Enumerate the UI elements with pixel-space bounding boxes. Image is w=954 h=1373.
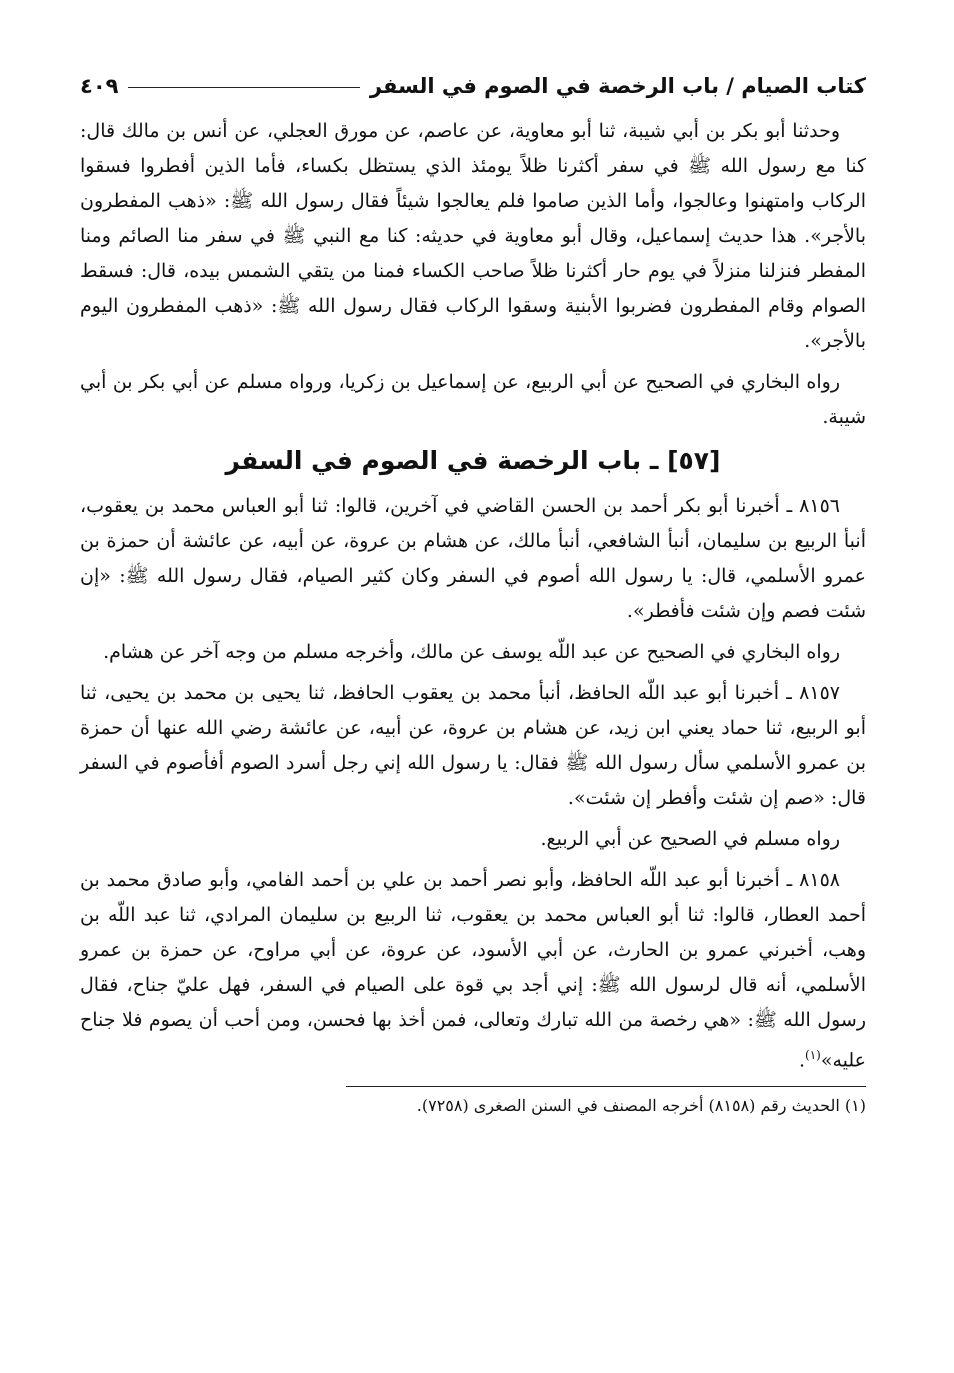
book-page xyxy=(80,62,866,1119)
body-text xyxy=(80,114,866,1119)
paragraph: رواه البخاري في الصحيح عن عبد اللّه يوسف عن مالك، وأخرجه مسلم من وجه آخر عن هشام. xyxy=(103,641,840,663)
paragraph-end: . xyxy=(798,1049,805,1072)
paragraph: رواه البخاري في الصحيح عن أبي الربيع، عن إسماعيل بن زكريا، ورواه مسلم عن أبي بكر بن أبي شيبة. xyxy=(80,371,866,428)
footnote: (١) الحديث رقم (٨١٥٨) أخرجه المصنف في السنن الصغرى (٧٢٥٨). xyxy=(416,1096,866,1116)
header-rule xyxy=(128,87,359,88)
paragraph: وحدثنا أبو بكر بن أبي شيبة، ثنا أبو معاوية، عن عاصم، عن مورق العجلي، عن أنس بن مالك قال: كنا مع رسول الله ﷺ في سفر أكثرنا ظلاً يومئذ الذي يستظل بكساء، فأما الذين أفطروا فسقوا الركاب وامتهنوا وعالجوا، وأما الذين صاموا فلم يعالجوا شيئاً فقال رسول الله ﷺ: «ذهب المفطرون بالأجر». هذا حديث إسماعيل، وقال أبو معاوية في حديثه: كنا مع النبي ﷺ في سفر منا الصائم ومنا المفطر فنزلنا منزلاً في يوم حار أكثرنا ظلاً صاحب الكساء فمنا من يتقي الشمس بيده، قال: فسقط الصوام وقام المفطرون فضربوا الأبنية وسقوا الركاب فقال رسول الله ﷺ: «ذهب المفطرون اليوم بالأجر». xyxy=(80,120,866,352)
header-title: كتاب الصيام / باب الرخصة في الصوم في السفر xyxy=(369,74,866,98)
chapter-heading: [٥٧] ـ باب الرخصة في الصوم في السفر xyxy=(225,446,721,475)
hadith-paragraph: ٨١٥٧ ـ أخبرنا أبو عبد اللّه الحافظ، أنبأ محمد بن يعقوب الحافظ، ثنا يحيى بن محمد بن يحيى، ثنا أبو الربيع، ثنا حماد يعني ابن زيد، عن هشام بن عروة، عن أبيه، عن عائشة رضي الله عنها أن حمزة بن عمرو الأسلمي سأل رسول الله ﷺ فقال: يا رسول الله إني رجل أسرد الصوم أفأصوم في السفر قال: «صم إن شئت وأفطر إن شئت». xyxy=(80,682,866,809)
hadith-paragraph xyxy=(80,863,866,1078)
hadith-paragraph: ٨١٥٦ ـ أخبرنا أبو بكر أحمد بن الحسن القاضي في آخرين، قالوا: ثنا أبو العباس محمد بن يعقوب، أنبأ الربيع بن سليمان، أنبأ الشافعي، أنبأ مالك، عن هشام بن عروة، عن أبيه، عن عائشة أن حمزة بن عمرو الأسلمي، قال: يا رسول الله أصوم في السفر وكان كثير الصيام، فقال رسول الله ﷺ: «إن شئت فصم وإن شئت فأفطر». xyxy=(80,495,866,622)
page-number: ٤٠٩ xyxy=(80,74,119,98)
running-header xyxy=(80,62,866,98)
paragraph-text: ٨١٥٨ ـ أخبرنا أبو عبد اللّه الحافظ، وأبو نصر أحمد بن علي بن أحمد الفامي، وأبو صادق محمد بن أحمد العطار، قالوا: ثنا أبو العباس محمد بن يعقوب، ثنا الربيع بن سليمان المرادي، ثنا عبد اللّه بن وهب، أخبرني عمرو بن الحارث، عن أبي الأسود، عن عروة، عن أبي مراوح، عن حمزة بن عمرو الأسلمي، أنه قال لرسول الله ﷺ: إني أجد بي قوة على الصيام في السفر، فهل عليّ جناح، فقال رسول الله ﷺ: «هي رخصة من الله تبارك وتعالى، فمن أخذ بها فحسن، ومن أحب أن يصوم فلا جناح عليه» xyxy=(80,869,866,1072)
paragraph: رواه مسلم في الصحيح عن أبي الربيع. xyxy=(540,828,840,850)
footnote-marker: (١) xyxy=(805,1048,821,1062)
footnote-divider xyxy=(346,1086,866,1087)
